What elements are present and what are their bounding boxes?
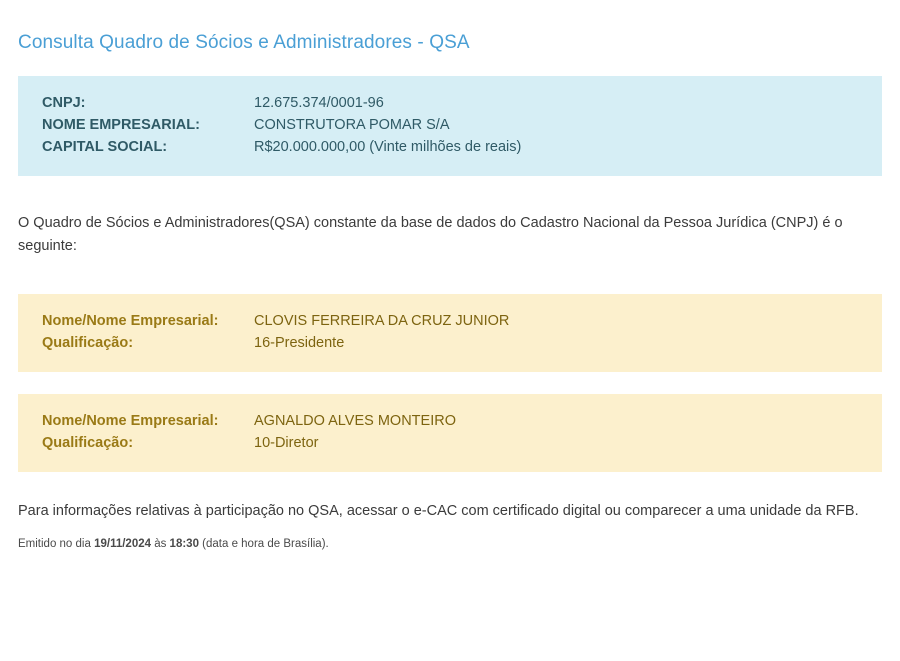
member-qualification-row <box>42 332 858 354</box>
capital-social-label: CAPITAL SOCIAL: <box>42 139 168 155</box>
emission-timestamp <box>18 538 882 550</box>
qsa-member-card <box>18 294 882 372</box>
intro-paragraph: O Quadro de Sócios e Administradores(QSA) constante da base de dados do Cadastro Nacional da Pessoa Jurídica (CNPJ) é o seguinte: <box>18 215 843 254</box>
footer-paragraph: Para informações relativas à participação no QSA, acessar o e-CAC com certificado digital ou comparecer a uma unidade da RFB. <box>18 503 859 519</box>
info-row-cnpj <box>42 92 858 114</box>
emitted-middle: às <box>151 537 170 550</box>
info-row-capital-social <box>42 136 858 158</box>
info-row-nome-empresarial <box>42 114 858 136</box>
cnpj-label: CNPJ: <box>42 95 86 111</box>
member-qualification-label: Qualificação: <box>42 335 134 351</box>
nome-empresarial-label: NOME EMPRESARIAL: <box>42 117 200 133</box>
member-name-value: AGNALDO ALVES MONTEIRO <box>254 413 456 429</box>
member-name-row <box>42 310 858 332</box>
emitted-prefix: Emitido no dia <box>18 537 95 550</box>
nome-empresarial-value: CONSTRUTORA POMAR S/A <box>254 117 450 133</box>
member-qualification-row <box>42 432 858 454</box>
emitted-suffix: (data e hora de Brasília). <box>198 537 329 550</box>
member-name-label: Nome/Nome Empresarial: <box>42 313 219 329</box>
member-qualification-value: 10-Diretor <box>254 435 319 451</box>
member-name-value: CLOVIS FERREIRA DA CRUZ JUNIOR <box>254 313 510 329</box>
capital-social-value: R$20.000.000,00 (Vinte milhões de reais) <box>254 139 522 155</box>
member-name-label: Nome/Nome Empresarial: <box>42 413 219 429</box>
company-info-panel <box>18 76 882 176</box>
emitted-time: 18:30 <box>169 537 199 550</box>
page-title: Consulta Quadro de Sócios e Administradores - QSA <box>18 32 470 53</box>
member-name-row <box>42 410 858 432</box>
cnpj-value: 12.675.374/0001-96 <box>254 95 384 111</box>
qsa-member-card <box>18 394 882 472</box>
emitted-date: 19/11/2024 <box>94 537 151 550</box>
member-qualification-label: Qualificação: <box>42 435 134 451</box>
member-qualification-value: 16-Presidente <box>254 335 345 351</box>
